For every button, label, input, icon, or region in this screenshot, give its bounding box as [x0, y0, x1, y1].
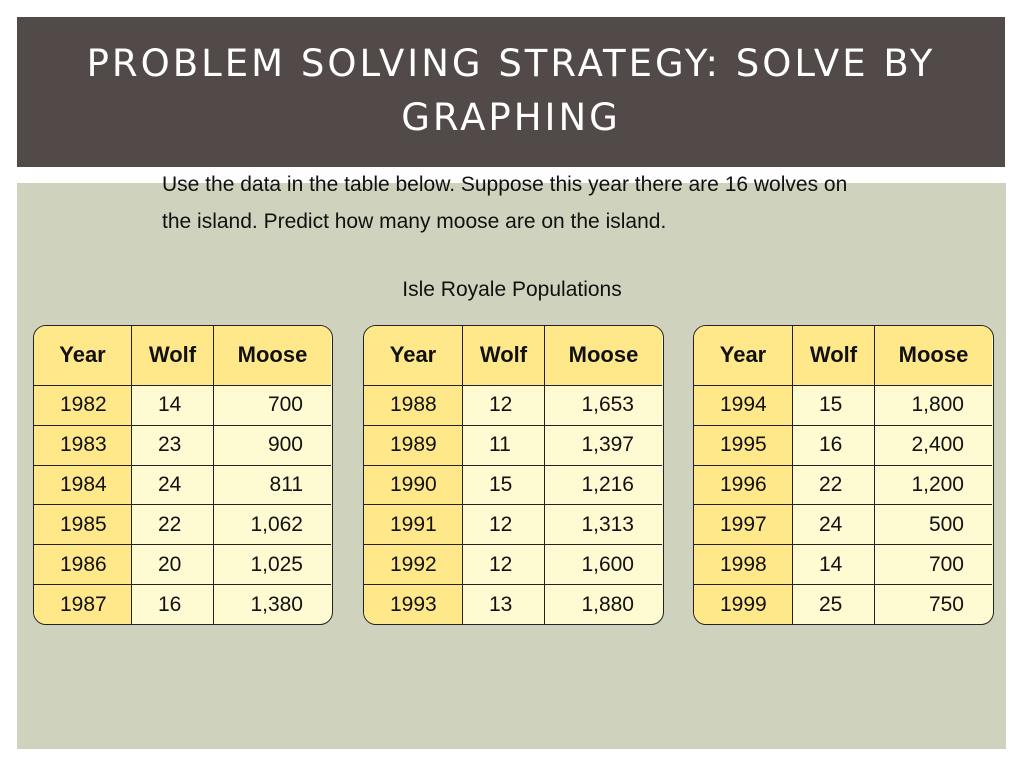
- year-cell: 1995: [694, 425, 792, 465]
- wolf-header: Wolf: [463, 326, 544, 385]
- moose-cell: 1,653: [545, 385, 662, 425]
- wolf-cell: 12: [463, 504, 544, 544]
- wolf-cell: 24: [132, 465, 213, 505]
- year-cell: 1985: [34, 504, 131, 544]
- moose-cell: 1,880: [545, 584, 662, 624]
- wolf-cell: 12: [463, 385, 544, 425]
- population-table-2: [363, 325, 664, 625]
- wolf-cell: 25: [793, 584, 874, 624]
- moose-cell: 811: [214, 465, 331, 505]
- year-cell: 1984: [34, 465, 131, 505]
- moose-cell: 1,025: [214, 544, 331, 584]
- year-cell: 1994: [694, 385, 792, 425]
- wolf-column: [462, 326, 544, 624]
- year-column: [364, 326, 462, 624]
- moose-header: Moose: [545, 326, 662, 385]
- year-cell: 1999: [694, 584, 792, 624]
- population-table-3: [693, 325, 994, 625]
- moose-cell: 1,062: [214, 504, 331, 544]
- moose-header: Moose: [214, 326, 331, 385]
- moose-cell: 1,216: [545, 465, 662, 505]
- year-cell: 1997: [694, 504, 792, 544]
- moose-column: [544, 326, 662, 624]
- wolf-cell: 20: [132, 544, 213, 584]
- wolf-cell: 16: [793, 425, 874, 465]
- wolf-cell: 22: [132, 504, 213, 544]
- year-cell: 1983: [34, 425, 131, 465]
- moose-cell: 1,800: [875, 385, 992, 425]
- wolf-cell: 22: [793, 465, 874, 505]
- wolf-cell: 23: [132, 425, 213, 465]
- year-cell: 1993: [364, 584, 462, 624]
- year-cell: 1991: [364, 504, 462, 544]
- moose-cell: 1,380: [214, 584, 331, 624]
- year-cell: 1989: [364, 425, 462, 465]
- wolf-cell: 15: [463, 465, 544, 505]
- moose-cell: 2,400: [875, 425, 992, 465]
- wolf-cell: 14: [793, 544, 874, 584]
- wolf-header: Wolf: [793, 326, 874, 385]
- moose-cell: 1,600: [545, 544, 662, 584]
- year-cell: 1990: [364, 465, 462, 505]
- wolf-cell: 12: [463, 544, 544, 584]
- year-cell: 1996: [694, 465, 792, 505]
- year-cell: 1998: [694, 544, 792, 584]
- wolf-cell: 15: [793, 385, 874, 425]
- moose-column: [213, 326, 331, 624]
- wolf-cell: 14: [132, 385, 213, 425]
- moose-cell: 1,313: [545, 504, 662, 544]
- table-caption: Isle Royale Populations: [402, 278, 622, 301]
- wolf-cell: 24: [793, 504, 874, 544]
- wolf-cell: 13: [463, 584, 544, 624]
- wolf-column: [131, 326, 213, 624]
- population-table-1: [33, 325, 333, 625]
- moose-cell: 1,200: [875, 465, 992, 505]
- moose-cell: 700: [214, 385, 331, 425]
- year-cell: 1992: [364, 544, 462, 584]
- wolf-header: Wolf: [132, 326, 213, 385]
- year-column: [34, 326, 131, 624]
- year-cell: 1986: [34, 544, 131, 584]
- year-header: Year: [719, 342, 767, 368]
- moose-column: [874, 326, 992, 624]
- moose-cell: 750: [875, 584, 992, 624]
- moose-header: Moose: [875, 326, 992, 385]
- moose-cell: 700: [875, 544, 992, 584]
- year-cell: 1987: [34, 584, 131, 624]
- year-header: Year: [59, 342, 106, 368]
- problem-statement: Use the data in the table below. Suppose this year there are 16 wolves on the island. Predict how many moose are on the island.: [162, 173, 848, 233]
- wolf-cell: 11: [463, 425, 544, 465]
- moose-cell: 900: [214, 425, 331, 465]
- year-header: Year: [389, 342, 437, 368]
- moose-cell: 500: [875, 504, 992, 544]
- year-cell: 1988: [364, 385, 462, 425]
- moose-cell: 1,397: [545, 425, 662, 465]
- wolf-cell: 16: [132, 584, 213, 624]
- wolf-column: [792, 326, 874, 624]
- slide-title: PROBLEM SOLVING STRATEGY: SOLVE BY GRAPHING: [86, 42, 936, 139]
- title-bar: [17, 17, 1005, 167]
- year-cell: 1982: [34, 385, 131, 425]
- year-column: [694, 326, 792, 624]
